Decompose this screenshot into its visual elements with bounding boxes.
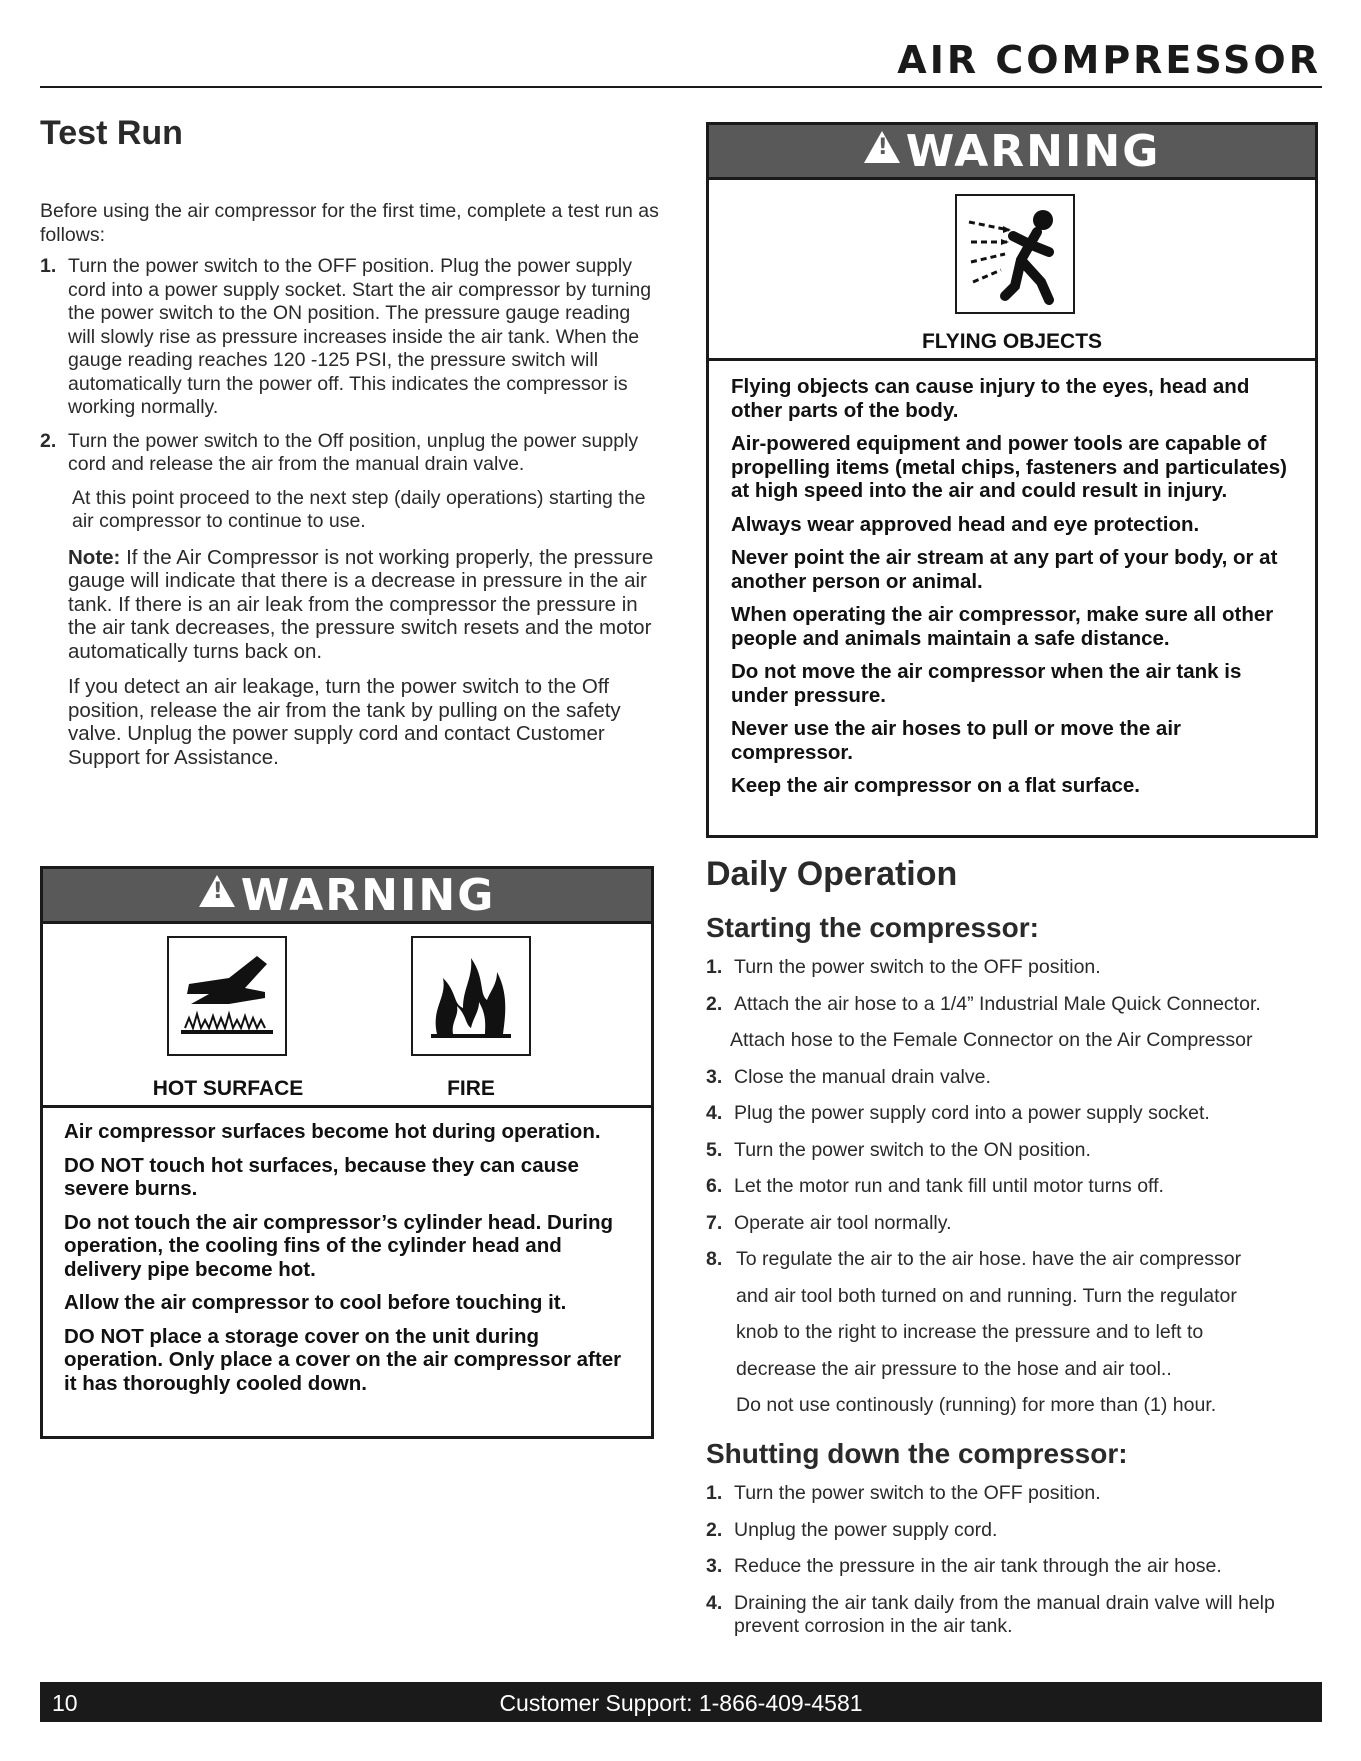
hot-surface-label: HOT SURFACE — [152, 1077, 304, 1100]
list-item — [706, 1592, 1326, 1639]
list-item — [706, 1285, 1326, 1322]
list-item — [706, 1394, 1326, 1431]
step-number: 1. — [706, 956, 723, 978]
header-rule — [40, 86, 1322, 88]
list-item — [706, 956, 1326, 993]
leak-paragraph: If you detect an air leakage, turn the power switch to the Off position, release the air from the tank by pulling on the safety valve. Unplug the power supply cord and contact Customer Support for Assistance. — [68, 675, 621, 769]
starting-steps — [706, 956, 1326, 1431]
customer-support-phone: Customer Support: 1-866-409-4581 — [499, 1690, 863, 1716]
test-run-heading: Test Run — [40, 114, 183, 152]
hot-surface-icon — [167, 936, 287, 1056]
step-number: 3. — [706, 1065, 723, 1088]
list-item — [706, 1519, 1326, 1556]
warning-title: WARNING — [905, 126, 1161, 177]
warning-line: Always wear approved head and eye protection. — [731, 512, 1200, 536]
note-paragraph — [40, 546, 660, 664]
proceed-paragraph: At this point proceed to the next step (daily operations) starting the air compressor to continue to use. — [72, 486, 646, 532]
step-text: Turn the power switch to the OFF position. — [734, 956, 1101, 978]
warning-line: When operating the air compressor, make sure all other people and animals maintain a safe distance. — [731, 603, 1274, 650]
step-number: 4. — [706, 1591, 723, 1614]
step-number: 8. — [706, 1248, 723, 1270]
list-item — [706, 993, 1326, 1030]
list-item — [706, 1029, 1326, 1066]
step-number: 1. — [706, 1482, 723, 1504]
step-text: and air tool both turned on and running. Turn the regulator — [736, 1284, 1237, 1307]
daily-operation-heading: Daily Operation — [706, 855, 958, 893]
warning-icon-panel — [43, 924, 651, 1108]
step-number: 2. — [706, 1518, 723, 1541]
step-text: Turn the power switch to the OFF position. Plug the power supply cord into a power supply socket. Start the air compressor by turning the power switch to the ON position. The pressure gauge reading will slowly rise as pressure increases inside the air tank. When the gauge reading reaches 120 -125 PSI, the pressure switch will automatically turn the power off. This indicates the compressor is working normally. — [68, 255, 652, 418]
step-number: 6. — [706, 1175, 723, 1197]
shutting-steps — [706, 1482, 1326, 1639]
step-text: decrease the air pressure to the hose and air tool.. — [736, 1357, 1172, 1380]
step-number: 2. — [40, 429, 57, 452]
step-text: Reduce the pressure in the air tank through the air hose. — [734, 1555, 1222, 1577]
step-text: Do not use continously (running) for more than (1) hour. — [736, 1394, 1217, 1416]
test-run-section — [40, 200, 660, 769]
warning-hot-surface-box — [40, 866, 654, 1439]
step-text: Close the manual drain valve. — [734, 1065, 991, 1088]
step-number: 1. — [40, 255, 57, 277]
list-item — [706, 1139, 1326, 1176]
warning-line: Air compressor surfaces become hot during operation. — [64, 1120, 601, 1143]
list-item — [706, 1358, 1326, 1395]
warning-line: Air-powered equipment and power tools are capable of propelling items (metal chips, fasteners and particulates) at high speed into the air and could result in injury. — [731, 432, 1287, 502]
list-item — [706, 1482, 1326, 1519]
warning-line: Allow the air compressor to cool before touching it. — [64, 1291, 567, 1314]
starting-heading: Starting the compressor: — [706, 912, 1039, 943]
step-number: 2. — [706, 992, 723, 1015]
warning-line: Flying objects can cause injury to the eyes, head and other parts of the body. — [731, 375, 1250, 422]
list-item — [706, 1321, 1326, 1358]
list-item — [40, 430, 660, 477]
list-item — [706, 1555, 1326, 1592]
step-text: Draining the air tank daily from the manual drain valve will help prevent corrosion in the air tank. — [734, 1591, 1275, 1637]
list-item — [706, 1102, 1326, 1139]
step-text: Unplug the power supply cord. — [734, 1518, 998, 1541]
step-number: 3. — [706, 1555, 723, 1577]
list-item — [706, 1175, 1326, 1212]
step-text: Operate air tool normally. — [734, 1211, 952, 1234]
warning-line: DO NOT touch hot surfaces, because they can cause severe burns. — [64, 1153, 579, 1200]
warning-hot-text — [43, 1108, 651, 1395]
warning-flying-objects-box — [706, 122, 1318, 838]
warning-banner — [43, 869, 651, 924]
step-text: Let the motor run and tank fill until motor turns off. — [734, 1175, 1164, 1197]
step-number: 7. — [706, 1211, 723, 1234]
note-label: Note: — [68, 545, 121, 569]
warning-line: Do not touch the air compressor’s cylinder head. During operation, the cooling fins of the cylinder head and delivery pipe become hot. — [64, 1210, 614, 1281]
warning-triangle-icon — [864, 131, 900, 163]
step-text: Turn the power switch to the ON position. — [734, 1138, 1091, 1161]
step-text: Turn the power switch to the OFF position. — [734, 1482, 1101, 1504]
warning-line: Do not move the air compressor when the air tank is under pressure. — [731, 660, 1242, 707]
step-text: knob to the right to increase the pressure and to left to — [736, 1321, 1204, 1343]
step-text: Turn the power switch to the Off position, unplug the power supply cord and release the air from the manual drain valve. — [68, 429, 639, 475]
warning-line: Keep the air compressor on a flat surface. — [731, 774, 1140, 797]
warning-line: DO NOT place a storage cover on the unit during operation. Only place a cover on the air compressor after it has thoroughly cooled down. — [64, 1324, 622, 1395]
step-text: Attach hose to the Female Connector on the Air Compressor — [730, 1029, 1253, 1051]
test-run-steps — [40, 255, 660, 477]
warning-title: WARNING — [240, 870, 496, 921]
list-item — [706, 1248, 1326, 1285]
warning-flying-text — [709, 361, 1315, 798]
note-text: If the Air Compressor is not working properly, the pressure gauge will indicate that there is a decrease in pressure in the air tank. If there is an air leak from the compressor the pressure in the air tank decreases, the pressure switch resets and the motor automatically turns back on. — [68, 545, 654, 663]
shutting-heading: Shutting down the compressor: — [706, 1438, 1128, 1469]
flying-objects-label: FLYING OBJECTS — [921, 330, 1103, 353]
step-text: Plug the power supply cord into a power supply socket. — [734, 1102, 1210, 1124]
page-header-title: AIR COMPRESSOR — [897, 38, 1321, 82]
footer-bar — [40, 1682, 1322, 1722]
step-number: 4. — [706, 1102, 723, 1124]
warning-line: Never point the air stream at any part of your body, or at another person or animal. — [731, 546, 1278, 593]
fire-label: FIRE — [447, 1077, 495, 1100]
step-text: To regulate the air to the air hose. have the air compressor — [736, 1248, 1242, 1270]
test-run-intro: Before using the air compressor for the first time, complete a test run as follows: — [40, 200, 659, 246]
warning-line: Never use the air hoses to pull or move the air compressor. — [731, 717, 1181, 764]
list-item — [706, 1212, 1326, 1249]
step-text: Attach the air hose to a 1/4” Industrial Male Quick Connector. — [734, 992, 1261, 1015]
step-number: 5. — [706, 1138, 723, 1161]
list-item — [706, 1066, 1326, 1103]
warning-triangle-icon — [199, 875, 235, 907]
warning-icon-panel — [709, 180, 1315, 361]
list-item — [40, 255, 660, 420]
flying-objects-icon — [955, 194, 1075, 314]
fire-icon — [411, 936, 531, 1056]
page-number: 10 — [52, 1690, 78, 1716]
warning-banner — [709, 125, 1315, 180]
